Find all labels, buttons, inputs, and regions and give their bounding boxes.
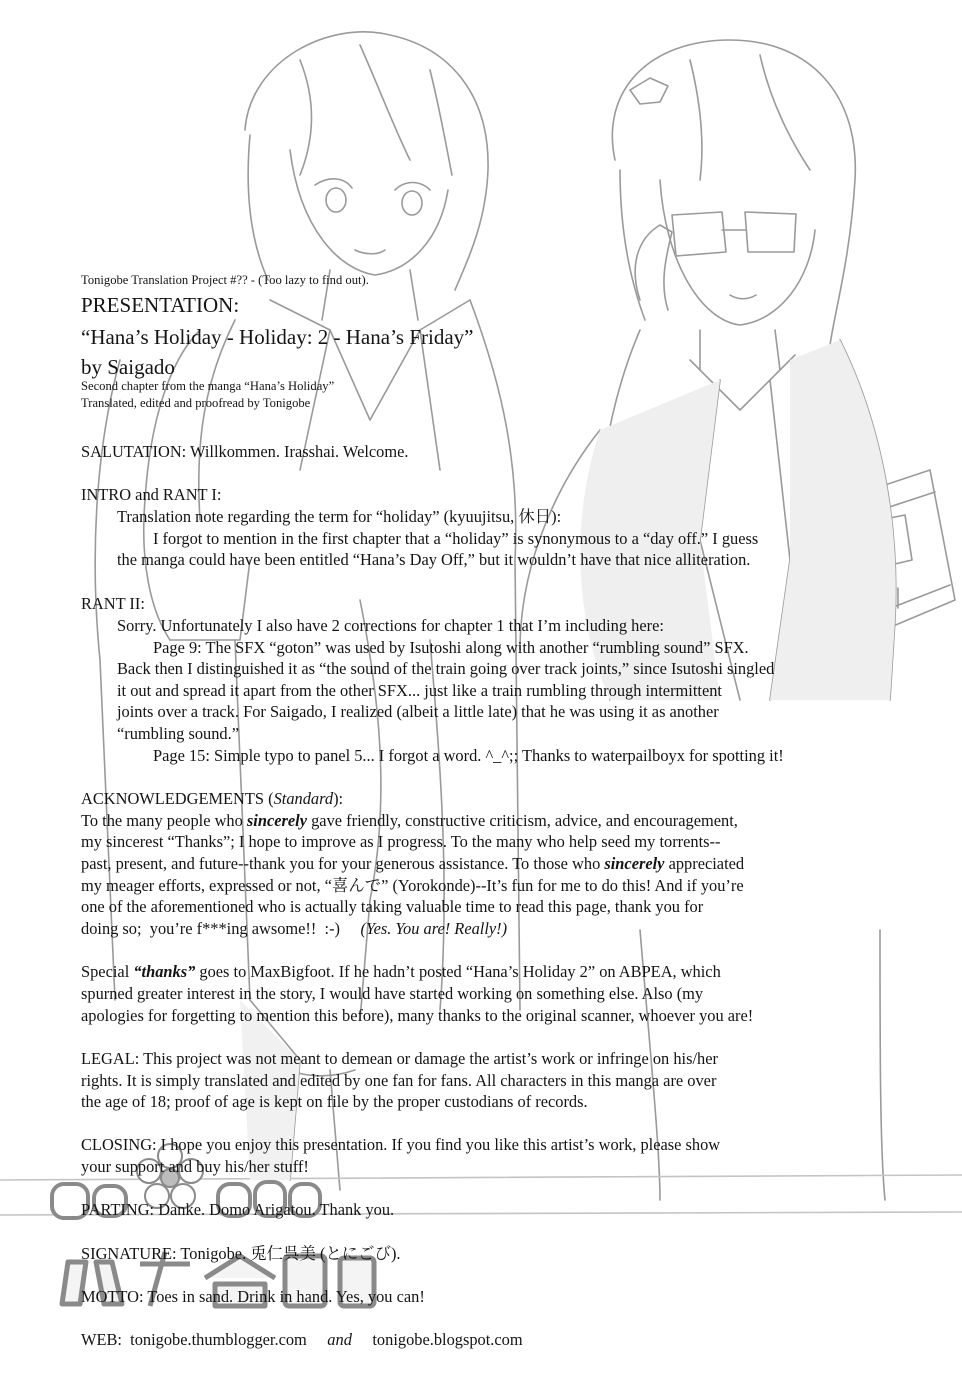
closing-line: CLOSING: I hope you enjoy this presentation. If you find you like this artist’s work, please show <box>81 1135 721 1154</box>
subtitle-chapter: Second chapter from the manga “Hana’s Holiday” <box>81 379 335 393</box>
web-line: WEB: tonigobe.thumblogger.com and tonigobe.blogspot.com <box>81 1330 523 1349</box>
acknowledgements-line: past, present, and future--thank you for your generous assistance. To those who sincerely appreciated <box>81 854 745 873</box>
intro-note: Translation note regarding the term for “holiday” (kyuujitsu, 休日): <box>117 507 562 526</box>
rant-line: joints over a track. For Saigado, I realized (albeit a little late) that he was using it as another <box>117 702 719 721</box>
rant-heading: RANT II: <box>81 594 145 613</box>
rant-line: Page 9: The SFX “goton” was used by Isutoshi along with another “rumbling sound” SFX. <box>153 638 749 657</box>
special-thanks-line: Special “thanks” goes to MaxBigfoot. If he hadn’t posted “Hana’s Holiday 2” on ABPEA, which <box>81 962 721 981</box>
parting-line: PARTING: Danke. Domo Arigatou. Thank you. <box>81 1200 395 1219</box>
intro-line: the manga could have been entitled “Hana’s Day Off,” but it wouldn’t have that nice alliteration. <box>117 550 751 569</box>
special-thanks-line: apologies for forgetting to mention this before), many thanks to the original scanner, whoever you are! <box>81 1006 754 1025</box>
legal-line: the age of 18; proof of age is kept on file by the proper custodians of records. <box>81 1092 588 1111</box>
closing-line: your support and buy his/her stuff! <box>81 1157 309 1176</box>
legal-line: LEGAL: This project was not meant to demean or damage the artist’s work or infringe on his/her <box>81 1049 718 1068</box>
author-line: by Saigado <box>81 355 175 379</box>
intro-line: I forgot to mention in the first chapter that a “holiday” is synonymous to a “day off.” I guess <box>153 529 759 548</box>
acknowledgements-line: my sincerest “Thanks”; I hope to improve as I progress. To the many who help seed my torrents-- <box>81 832 721 851</box>
legal-line: rights. It is simply translated and edited by one fan for fans. All characters in this manga are over <box>81 1071 717 1090</box>
acknowledgements-line: doing so; you’re f***ing awsome!! :-) (Yes. You are! Really!) <box>81 919 508 938</box>
acknowledgements-line: my meager efforts, expressed or not, “喜んで” (Yorokonde)--It’s fun for me to do this! And if you’re <box>81 876 744 895</box>
rant-line: “rumbling sound.” <box>117 724 240 743</box>
presentation-label: PRESENTATION: <box>81 293 240 317</box>
project-line: Tonigobe Translation Project #?? - (Too lazy to find out). <box>81 273 369 287</box>
page-title: “Hana’s Holiday - Holiday: 2 - Hana’s Friday” <box>81 325 474 349</box>
intro-heading: INTRO and RANT I: <box>81 485 222 504</box>
acknowledgements-heading: ACKNOWLEDGEMENTS (Standard): <box>81 789 344 808</box>
signature-line: SIGNATURE: Tonigobe. 兎仁呉美 (とにごび). <box>81 1244 401 1263</box>
acknowledgements-line: one of the aforementioned who is actually taking valuable time to read this page, thank you for <box>81 897 704 916</box>
subtitle-credits: Translated, edited and proofread by Tonigobe <box>81 396 311 410</box>
salutation-line: SALUTATION: Willkommen. Irasshai. Welcome. <box>81 442 409 461</box>
rant-line: Back then I distinguished it as “the sound of the train going over track joints,” since Isutoshi singled <box>117 659 775 678</box>
special-thanks-line: spurned greater interest in the story, I would have started working on something else. Also (my <box>81 984 704 1003</box>
rant-line: Sorry. Unfortunately I also have 2 corrections for chapter 1 that I’m including here: <box>117 616 664 635</box>
rant-line: it out and spread it apart from the other SFX... just like a train rumbling through intermittent <box>117 681 722 700</box>
motto-line: MOTTO: Toes in sand. Drink in hand. Yes, you can! <box>81 1287 425 1306</box>
acknowledgements-line: To the many people who sincerely gave friendly, constructive criticism, advice, and encouragement, <box>81 811 738 830</box>
rant-line: Page 15: Simple typo to panel 5... I forgot a word. ^_^;; Thanks to waterpailboyx for spotting it! <box>153 746 784 765</box>
